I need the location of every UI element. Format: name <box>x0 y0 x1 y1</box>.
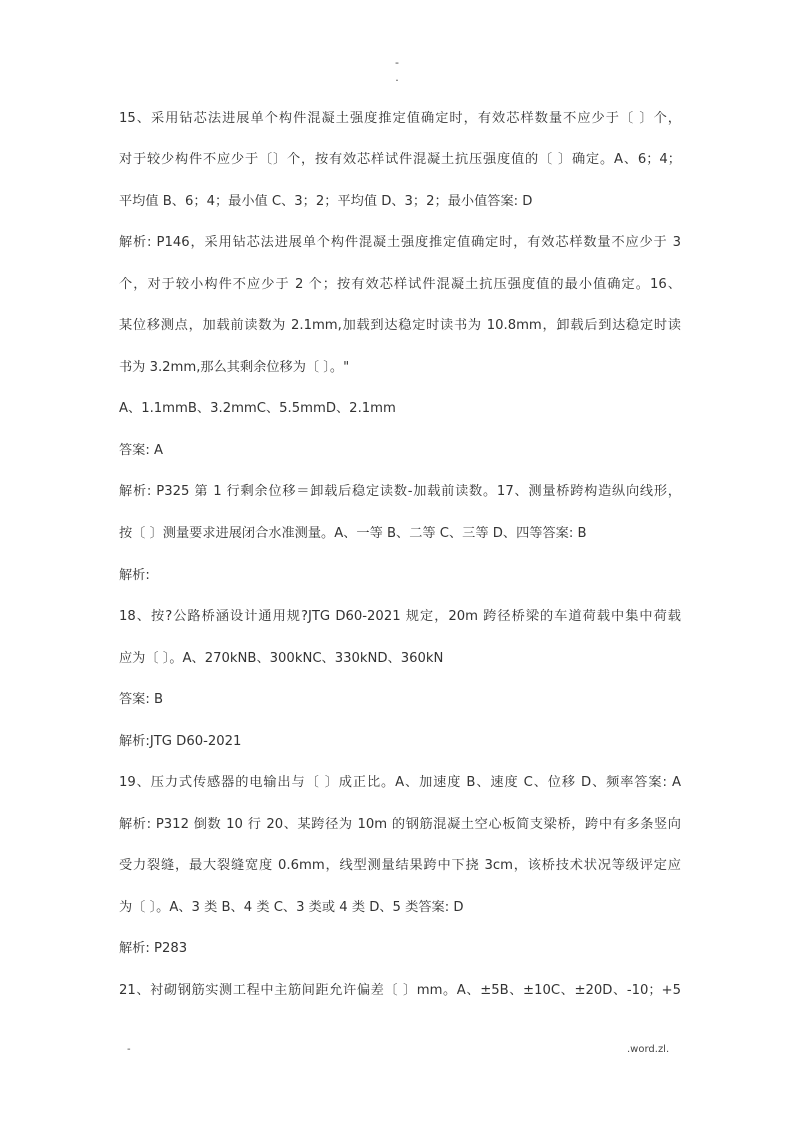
text-line: 19、压力式传感器的电输出与〔 〕成正比。A、加速度 B、速度 C、位移 D、频率答案: A <box>119 775 681 790</box>
text-line: 解析: <box>119 568 150 583</box>
text-line: 受力裂缝，最大裂缝宽度 0.6mm，线型测量结果跨中下挠 3cm，该桥技术状况等级评定应 <box>119 858 681 873</box>
text-line: 个，对于较小构件不应少于 2 个；按有效芯样试件混凝土抗压强度值的最小值确定。16、 <box>119 277 681 292</box>
text-line: 解析: P283 <box>119 941 188 956</box>
text-line: 解析: P325 第 1 行剩余位移＝卸载后稳定读数-加载前读数。17、测量桥跨构造纵向线形， <box>119 484 681 499</box>
text-line: 某位移测点，加载前读数为 2.1mm,加载到达稳定时读书为 10.8mm，卸载后到达稳定时读 <box>119 318 681 333</box>
text-line: 应为〔 〕。A、270kNB、300kNC、330kND、360kN <box>119 651 444 666</box>
text-line: 15、采用钻芯法进展单个构件混凝土强度推定值确定时，有效芯样数量不应少于〔 〕个， <box>119 111 681 126</box>
text-line: 解析:JTG D60-2021 <box>119 734 242 749</box>
text-line: 平均值 B、6；4；最小值 C、3；2；平均值 D、3；2；最小值答案: D <box>119 194 533 209</box>
text-line: 答案: A <box>119 443 164 458</box>
text-line: 为〔 〕。A、3 类 B、4 类 C、3 类或 4 类 D、5 类答案: D <box>119 900 464 915</box>
footer-left-mark: - <box>127 1044 131 1055</box>
text-line: 答案: B <box>119 692 164 707</box>
text-line: 解析: P312 倒数 10 行 20、某跨径为 10m 的钢筋混凝土空心板简支梁桥，跨中有多条竖向 <box>119 817 681 832</box>
text-line: 对于较少构件不应少于〔〕个，按有效芯样试件混凝土抗压强度值的〔 〕确定。A、6；4； <box>119 152 681 167</box>
header-dot: . <box>395 71 399 84</box>
text-line: 按〔 〕测量要求进展闭合水准测量。A、一等 B、二等 C、三等 D、四等答案: B <box>119 526 587 541</box>
footer-watermark-text: .word.zl. <box>627 1044 670 1055</box>
text-line: 18、按?公路桥涵设计通用规?JTG D60-2021 规定，20m 跨径桥梁的车道荷载中集中荷载 <box>119 609 681 624</box>
text-line: 解析: P146，采用钻芯法进展单个构件混凝土强度推定值确定时，有效芯样数量不应少于 3 <box>119 235 681 250</box>
text-line: A、1.1mmB、3.2mmC、5.5mmD、2.1mm <box>119 401 396 416</box>
header-dash: - <box>395 56 399 69</box>
text-line: 21、衬砌钢筋实测工程中主筋间距允许偏差〔 〕mm。A、±5B、±10C、±20D、-10；+5 <box>119 983 681 998</box>
text-line: 书为 3.2mm,那么其剩余位移为〔 〕。" <box>119 360 350 375</box>
